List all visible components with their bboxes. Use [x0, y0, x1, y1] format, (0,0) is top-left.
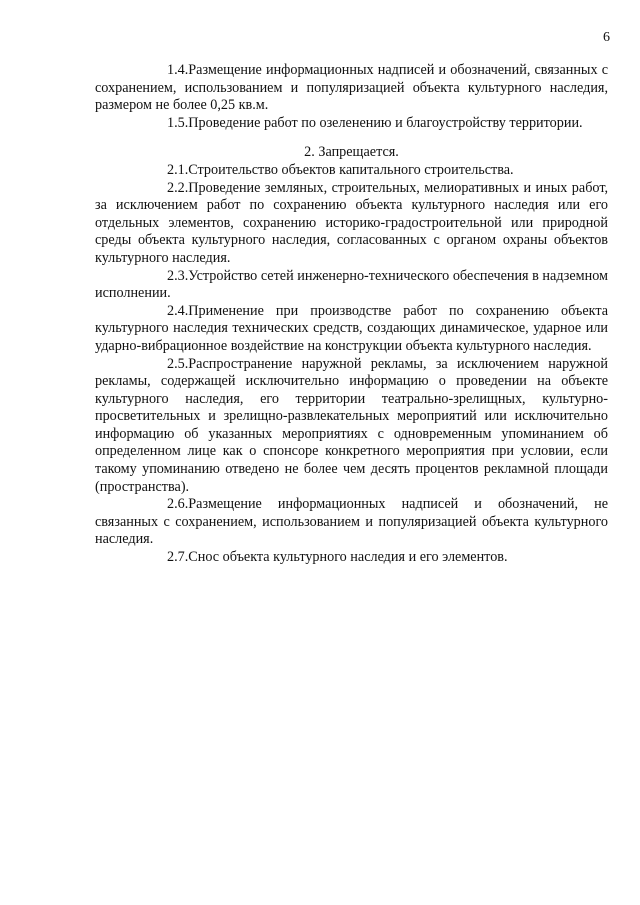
- clause-text: Проведение земляных, строительных, мелиоративных и иных работ, за исключением работ по сохранению объекта культурного наследия или его отдельных элементов, сохранению историко-градостроительной или природной среды объекта культурного наследия, согласованных с органом охраны объектов культурного наследия.: [95, 179, 608, 266]
- clause-1-5: [95, 115, 608, 133]
- section-2-heading: 2. Запрещается.: [304, 144, 399, 161]
- clause-number: 2.2.: [167, 179, 189, 196]
- clause-2-2: [95, 180, 608, 268]
- clause-1-4: [95, 62, 608, 115]
- clause-number: 2.7.: [167, 549, 189, 566]
- clause-number: 2.1.: [167, 161, 189, 178]
- clause-number: 1.5.: [167, 114, 189, 131]
- clause-number: 2.6.: [167, 496, 189, 513]
- clause-2-1: [95, 162, 608, 180]
- clause-text: Применение при производстве работ по сохранению объекта культурного наследия технических средств, создающих динамическое, ударное или ударно-вибрационное воздействие на конструкции объекта культурного наследия.: [95, 302, 608, 354]
- clause-2-7: [95, 549, 608, 567]
- clause-text: Размещение информационных надписей и обозначений, не связанных с сохранением, использованием и популяризацией объекта культурного наследия.: [95, 496, 608, 548]
- document-body: [95, 62, 608, 567]
- clause-2-6: [95, 496, 608, 549]
- clause-2-5: [95, 356, 608, 497]
- clause-number: 2.3.: [167, 267, 189, 284]
- clause-text: Распространение наружной рекламы, за исключением наружной рекламы, содержащей исключительно информацию о проведении на объекте культурного наследия, его территории театрально-зрелищных, культурно-просветительных и зрелищно-развлекательных мероприятий или исключительно информацию об указанных мероприятиях с одновременным упоминанием об определенном лице как о спонсоре конкретного мероприятия при условии, если такому упоминанию отведено не более чем десять процентов рекламной площади (пространства).: [95, 355, 608, 495]
- clause-text: Снос объекта культурного наследия и его элементов.: [188, 549, 508, 566]
- clause-text: Проведение работ по озеленению и благоустройству территории.: [188, 114, 583, 131]
- clause-number: 1.4.: [167, 62, 189, 78]
- clause-2-3: [95, 268, 608, 303]
- page-number: 6: [603, 30, 610, 45]
- clause-2-4: [95, 303, 608, 356]
- clause-text: Строительство объектов капитального строительства.: [188, 161, 514, 178]
- clause-number: 2.5.: [167, 355, 189, 372]
- clause-text: Устройство сетей инженерно-технического обеспечения в надземном исполнении.: [95, 267, 608, 302]
- clause-number: 2.4.: [167, 302, 189, 319]
- clause-text: Размещение информационных надписей и обозначений, связанных с сохранением, использованием и популяризацией объекта культурного наследия, размером не более 0,25 кв.м.: [95, 62, 608, 114]
